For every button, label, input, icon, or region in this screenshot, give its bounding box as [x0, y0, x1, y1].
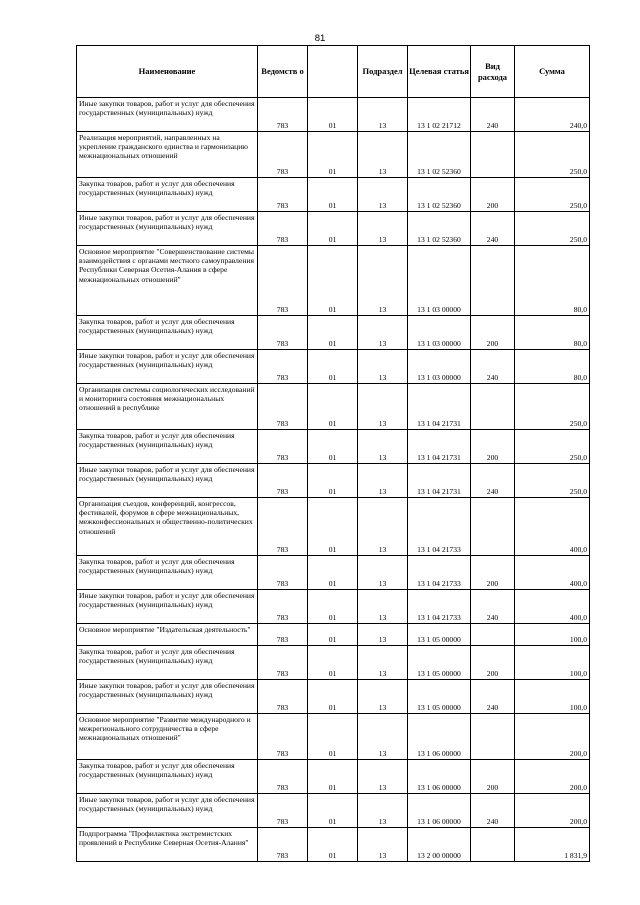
cell-section: 01	[308, 794, 358, 828]
cell-section: 01	[308, 246, 358, 316]
cell-exp-type: 240	[471, 680, 515, 714]
cell-sum: 200,0	[515, 714, 590, 760]
cell-sum: 80,0	[515, 350, 590, 384]
table-row	[77, 464, 590, 498]
cell-dept: 783	[258, 384, 308, 430]
cell-exp-type: 240	[471, 212, 515, 246]
cell-section: 01	[308, 132, 358, 178]
cell-dept: 783	[258, 98, 308, 132]
cell-target: 13 1 02 52360	[408, 132, 471, 178]
table-row	[77, 828, 590, 862]
cell-dept: 783	[258, 430, 308, 464]
table-row	[77, 430, 590, 464]
cell-section: 01	[308, 680, 358, 714]
cell-exp-type	[471, 498, 515, 556]
cell-target: 13 1 04 21731	[408, 384, 471, 430]
cell-target: 13 1 05 00000	[408, 680, 471, 714]
header-sum: Сумма	[515, 46, 590, 98]
cell-sum: 250,0	[515, 132, 590, 178]
cell-name: Подпрограмма "Профилактика экстремистских проявлений в Республике Северная Осетия-Алания"	[77, 828, 258, 862]
cell-name: Закупка товаров, работ и услуг для обеспечения государственных (муниципальных) нужд	[77, 646, 258, 680]
cell-name: Иные закупки товаров, работ и услуг для обеспечения государственных (муниципальных) нужд	[77, 680, 258, 714]
cell-sum: 1 831,9	[515, 828, 590, 862]
cell-subsection: 13	[358, 714, 408, 760]
cell-section: 01	[308, 430, 358, 464]
cell-section: 01	[308, 828, 358, 862]
cell-target: 13 1 03 00000	[408, 246, 471, 316]
cell-section: 01	[308, 714, 358, 760]
cell-dept: 783	[258, 556, 308, 590]
cell-subsection: 13	[358, 178, 408, 212]
cell-sum: 400,0	[515, 556, 590, 590]
cell-subsection: 13	[358, 590, 408, 624]
table-row	[77, 316, 590, 350]
cell-name: Закупка товаров, работ и услуг для обеспечения государственных (муниципальных) нужд	[77, 760, 258, 794]
cell-exp-type: 240	[471, 794, 515, 828]
cell-exp-type: 200	[471, 178, 515, 212]
cell-exp-type: 240	[471, 350, 515, 384]
cell-sum: 240,0	[515, 98, 590, 132]
cell-name: Организация системы социологических исследований и мониторинга состояния межнациональных отношений в республике	[77, 384, 258, 430]
cell-section: 01	[308, 590, 358, 624]
table-row	[77, 350, 590, 384]
table-row	[77, 178, 590, 212]
cell-exp-type	[471, 132, 515, 178]
table-row	[77, 680, 590, 714]
cell-sum: 80,0	[515, 316, 590, 350]
cell-dept: 783	[258, 680, 308, 714]
cell-dept: 783	[258, 760, 308, 794]
cell-sum: 200,0	[515, 760, 590, 794]
cell-dept: 783	[258, 828, 308, 862]
cell-exp-type	[471, 624, 515, 646]
cell-subsection: 13	[358, 680, 408, 714]
cell-section: 01	[308, 212, 358, 246]
cell-subsection: 13	[358, 316, 408, 350]
cell-subsection: 13	[358, 464, 408, 498]
cell-subsection: 13	[358, 98, 408, 132]
cell-section: 01	[308, 178, 358, 212]
cell-target: 13 1 04 21731	[408, 464, 471, 498]
cell-target: 13 1 06 00000	[408, 760, 471, 794]
cell-target: 13 2 00 00000	[408, 828, 471, 862]
cell-sum: 250,0	[515, 178, 590, 212]
header-row	[77, 46, 590, 98]
table-row	[77, 98, 590, 132]
cell-target: 13 1 04 21731	[408, 430, 471, 464]
cell-dept: 783	[258, 178, 308, 212]
cell-exp-type	[471, 384, 515, 430]
cell-target: 13 1 02 52360	[408, 178, 471, 212]
cell-target: 13 1 03 00000	[408, 350, 471, 384]
cell-dept: 783	[258, 624, 308, 646]
cell-sum: 400,0	[515, 498, 590, 556]
cell-name: Иные закупки товаров, работ и услуг для обеспечения государственных (муниципальных) нужд	[77, 590, 258, 624]
cell-dept: 783	[258, 212, 308, 246]
cell-exp-type: 200	[471, 646, 515, 680]
header-exp-type: Вид расхода	[471, 46, 515, 98]
table-row	[77, 132, 590, 178]
cell-sum: 400,0	[515, 590, 590, 624]
cell-sum: 250,0	[515, 464, 590, 498]
cell-dept: 783	[258, 316, 308, 350]
cell-sum: 100,0	[515, 624, 590, 646]
cell-name: Основное мероприятие "Развитие международного и межрегионального сотрудничества в сфере межнациональных отношений"	[77, 714, 258, 760]
header-subsection: Подраздел	[358, 46, 408, 98]
cell-dept: 783	[258, 714, 308, 760]
cell-subsection: 13	[358, 212, 408, 246]
cell-exp-type: 240	[471, 98, 515, 132]
cell-sum: 200,0	[515, 794, 590, 828]
cell-subsection: 13	[358, 498, 408, 556]
cell-name: Иные закупки товаров, работ и услуг для обеспечения государственных (муниципальных) нужд	[77, 464, 258, 498]
cell-name: Иные закупки товаров, работ и услуг для обеспечения государственных (муниципальных) нужд	[77, 98, 258, 132]
cell-subsection: 13	[358, 246, 408, 316]
cell-dept: 783	[258, 464, 308, 498]
cell-name: Иные закупки товаров, работ и услуг для обеспечения государственных (муниципальных) нужд	[77, 794, 258, 828]
cell-section: 01	[308, 350, 358, 384]
cell-target: 13 1 04 21733	[408, 590, 471, 624]
table-row	[77, 498, 590, 556]
cell-section: 01	[308, 384, 358, 430]
cell-subsection: 13	[358, 646, 408, 680]
cell-name: Основное мероприятие "Совершенствование системы взаимодействия с органами местного самоуправления Республики Северная Осетия-Алания в сфере межнациональных отношений"	[77, 246, 258, 316]
cell-section: 01	[308, 464, 358, 498]
cell-target: 13 1 03 00000	[408, 316, 471, 350]
cell-sum: 100,0	[515, 680, 590, 714]
header-section	[308, 46, 358, 98]
cell-target: 13 1 04 21733	[408, 498, 471, 556]
cell-dept: 783	[258, 646, 308, 680]
cell-exp-type	[471, 246, 515, 316]
cell-name: Реализация мероприятий, направленных на укрепление гражданского единства и гармонизацию межнациональных отношений	[77, 132, 258, 178]
cell-exp-type: 240	[471, 590, 515, 624]
cell-target: 13 1 05 00000	[408, 624, 471, 646]
cell-name: Иные закупки товаров, работ и услуг для обеспечения государственных (муниципальных) нужд	[77, 212, 258, 246]
cell-dept: 783	[258, 590, 308, 624]
cell-section: 01	[308, 556, 358, 590]
cell-exp-type: 200	[471, 760, 515, 794]
cell-dept: 783	[258, 246, 308, 316]
cell-sum: 80,0	[515, 246, 590, 316]
cell-section: 01	[308, 316, 358, 350]
cell-dept: 783	[258, 794, 308, 828]
table-row	[77, 760, 590, 794]
cell-section: 01	[308, 498, 358, 556]
cell-target: 13 1 02 52360	[408, 212, 471, 246]
table-row	[77, 794, 590, 828]
page-number: 81	[314, 33, 326, 44]
cell-sum: 100,0	[515, 646, 590, 680]
cell-exp-type: 200	[471, 316, 515, 350]
header-dept: Ведомств о	[258, 46, 308, 98]
table-row	[77, 590, 590, 624]
cell-subsection: 13	[358, 794, 408, 828]
cell-subsection: 13	[358, 624, 408, 646]
cell-target: 13 1 06 00000	[408, 794, 471, 828]
cell-target: 13 1 05 00000	[408, 646, 471, 680]
table-row	[77, 246, 590, 316]
table-row	[77, 714, 590, 760]
cell-exp-type	[471, 828, 515, 862]
cell-target: 13 1 06 00000	[408, 714, 471, 760]
cell-name: Закупка товаров, работ и услуг для обеспечения государственных (муниципальных) нужд	[77, 556, 258, 590]
cell-subsection: 13	[358, 556, 408, 590]
cell-target: 13 1 04 21733	[408, 556, 471, 590]
cell-exp-type: 200	[471, 430, 515, 464]
cell-subsection: 13	[358, 760, 408, 794]
cell-sum: 250,0	[515, 212, 590, 246]
cell-section: 01	[308, 624, 358, 646]
header-target: Целевая статья	[408, 46, 471, 98]
table-row	[77, 624, 590, 646]
cell-section: 01	[308, 646, 358, 680]
cell-dept: 783	[258, 132, 308, 178]
cell-target: 13 1 02 21712	[408, 98, 471, 132]
cell-subsection: 13	[358, 132, 408, 178]
cell-exp-type	[471, 714, 515, 760]
cell-exp-type: 200	[471, 556, 515, 590]
cell-name: Закупка товаров, работ и услуг для обеспечения государственных (муниципальных) нужд	[77, 316, 258, 350]
header-name: Наименование	[77, 46, 258, 98]
cell-name: Организация съездов, конференций, конгрессов, фестивалей, форумов в сфере межнациональных, межконфессиональных и общественно-политических отношений	[77, 498, 258, 556]
cell-section: 01	[308, 98, 358, 132]
cell-name: Иные закупки товаров, работ и услуг для обеспечения государственных (муниципальных) нужд	[77, 350, 258, 384]
cell-section: 01	[308, 760, 358, 794]
cell-sum: 250,0	[515, 430, 590, 464]
table-row	[77, 212, 590, 246]
budget-table	[76, 45, 590, 862]
cell-sum: 250,0	[515, 384, 590, 430]
cell-name: Закупка товаров, работ и услуг для обеспечения государственных (муниципальных) нужд	[77, 430, 258, 464]
cell-subsection: 13	[358, 430, 408, 464]
cell-subsection: 13	[358, 384, 408, 430]
table-row	[77, 556, 590, 590]
table-row	[77, 646, 590, 680]
cell-name: Основное мероприятие "Издательская деятельность"	[77, 624, 258, 646]
cell-subsection: 13	[358, 828, 408, 862]
cell-dept: 783	[258, 498, 308, 556]
cell-exp-type: 240	[471, 464, 515, 498]
table-row	[77, 384, 590, 430]
cell-subsection: 13	[358, 350, 408, 384]
cell-name: Закупка товаров, работ и услуг для обеспечения государственных (муниципальных) нужд	[77, 178, 258, 212]
cell-dept: 783	[258, 350, 308, 384]
